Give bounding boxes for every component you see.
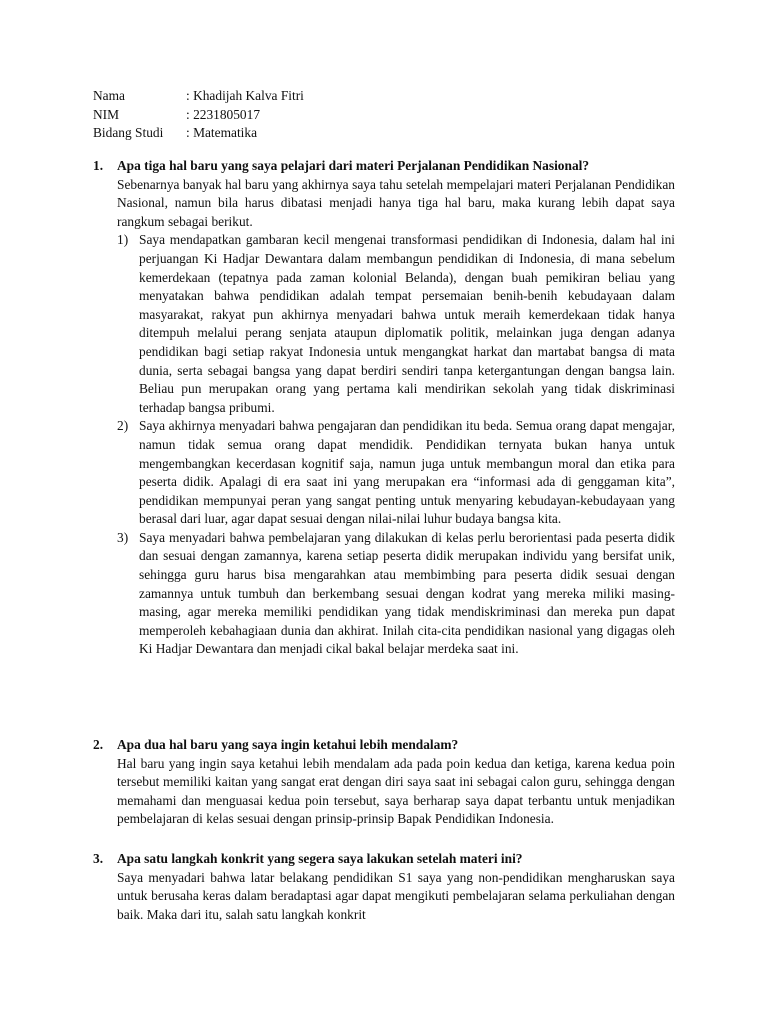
question-3-text: Apa satu langkah konkrit yang segera saya lakukan setelah materi ini?: [117, 851, 523, 866]
point-1-number: 1): [117, 232, 129, 248]
name-label: Nama: [93, 88, 125, 103]
question-1-number: 1.: [93, 158, 104, 173]
info-row-nim: [93, 106, 304, 125]
nim-value: : 2231805017: [186, 106, 261, 122]
answer-1-point-2: [117, 417, 675, 529]
point-3-text: Saya menyadari bahwa pembelajaran yang dilakukan di kelas perlu berorientasi pada peserta didik dan sesuai dengan zamannya, karena setiap peserta didik merupakan individu yang bersifat unik, sehingga guru harus bisa mengarahkan atau membimbing para peserta didik sesuai dengan zamannya untuk tumbuh dan berkembang sesuai dengan kodrat yang mereka miliki masing-masing, agar mereka memiliki pendidikan yang tidak mendiskriminasi dan mereka pun dapat memperoleh kebahagiaan dunia dan akhirat. Inilah cita-cita pendidikan nasional yang digagas oleh Ki Hadjar Dewantara dan menjadi cikal bakal belajar merdeka saat ini.: [139, 529, 675, 657]
nim-label: NIM: [93, 106, 120, 122]
point-2-text: Saya akhirnya menyadari bahwa pengajaran dan pendidikan itu beda. Semua orang dapat mengajar, namun tidak semua orang dapat mendidik. Pendidikan ternyata bukan hanya untuk mengembangkan kecerdasan kognitif saja, namun juga untuk membangun moral dan etika para peserta didik. Apalagi di era saat ini yang merupakan era “informasi ada di genggaman kita”, pendidikan mempunyai peran yang sangat penting untuk menyaring kebudayan-kebudayaan yang berasal dari luar, agar dapat sesuai dengan nilai-nilai luhur budaya bangsa kita.: [139, 418, 675, 527]
student-info: [93, 87, 304, 143]
question-3: [93, 850, 675, 924]
field-label: Bidang Studi: [93, 125, 164, 141]
question-1-heading: [93, 157, 675, 176]
point-2-number: 2): [117, 418, 129, 434]
question-3-heading: [93, 850, 675, 869]
question-2: [93, 736, 675, 829]
point-1-text: Saya mendapatkan gambaran kecil mengenai transformasi pendidikan di Indonesia, dalam hal ini perjuangan Ki Hadjar Dewantara dalam membangun pendidikan di Indonesia, di mana sebelum kemerdekaan (tepatnya pada zaman kolonial Belanda), dengan buah pemikiran beliau yang menyatakan bahwa pendidikan adalah tempat persemaian benih-benih kebudayaan dalam masyarakat, rakyat pun akhirnya menyadari bahwa untuk meraih kemerdekaan tidak hanya ditempuh melalui perang senjata ataupun diplomatik politik, melainkan juga dengan adanya pendidikan bagi setiap rakyat Indonesia untuk mengangkat harkat dan martabat bangsa di mata dunia, serta sebagai bangsa yang dapat berdiri sendiri tanpa ketergantungan dengan bangsa lain. Beliau pun merupakan orang yang pertama kali mendirikan sekolah yang tidak diskriminasi terhadap bangsa pribumi.: [139, 232, 675, 415]
question-2-text: Apa dua hal baru yang saya ingin ketahui lebih mendalam?: [117, 737, 459, 752]
field-value: : Matematika: [186, 125, 258, 141]
question-1-text: Apa tiga hal baru yang saya pelajari dari materi Perjalanan Pendidikan Nasional?: [117, 158, 590, 173]
name-value: : Khadijah Kalva Fitri: [186, 88, 304, 103]
question-1: [93, 157, 675, 659]
answer-1-point-1: [117, 231, 675, 417]
question-2-heading: [93, 736, 675, 755]
info-row-field: [93, 124, 304, 143]
question-2-answer: Hal baru yang ingin saya ketahui lebih mendalam ada pada poin kedua dan ketiga, karena kedua poin tersebut memiliki kaitan yang sangat erat dengan diri saya saat ini sebagai calon guru, sehingga dengan memahami dan menguasai kedua poin tersebut, saya berharap saya dapat terbantu untuk menjadikan pembelajaran di kelas sesuai dengan prinsip-prinsip Bapak Pendidikan Indonesia.: [117, 755, 675, 827]
question-3-answer: Saya menyadari bahwa latar belakang pendidikan S1 saya yang non-pendidikan mengharuskan saya untuk berusaha keras dalam beradaptasi agar dapat mengikuti pembelajaran selama perkuliahan dengan baik. Maka dari itu, salah satu langkah konkrit: [117, 869, 675, 922]
info-row-name: [93, 87, 304, 106]
question-1-answer: Sebenarnya banyak hal baru yang akhirnya saya tahu setelah mempelajari materi Perjalanan Pendidikan Nasional, namun bila harus dibatasi menjadi hanya tiga hal baru, maka kurang lebih dapat saya rangkum sebagai berikut.: [117, 176, 675, 229]
point-3-number: 3): [117, 529, 129, 545]
question-2-number: 2.: [93, 737, 104, 752]
question-3-number: 3.: [93, 851, 104, 866]
answer-1-point-3: [117, 529, 675, 659]
